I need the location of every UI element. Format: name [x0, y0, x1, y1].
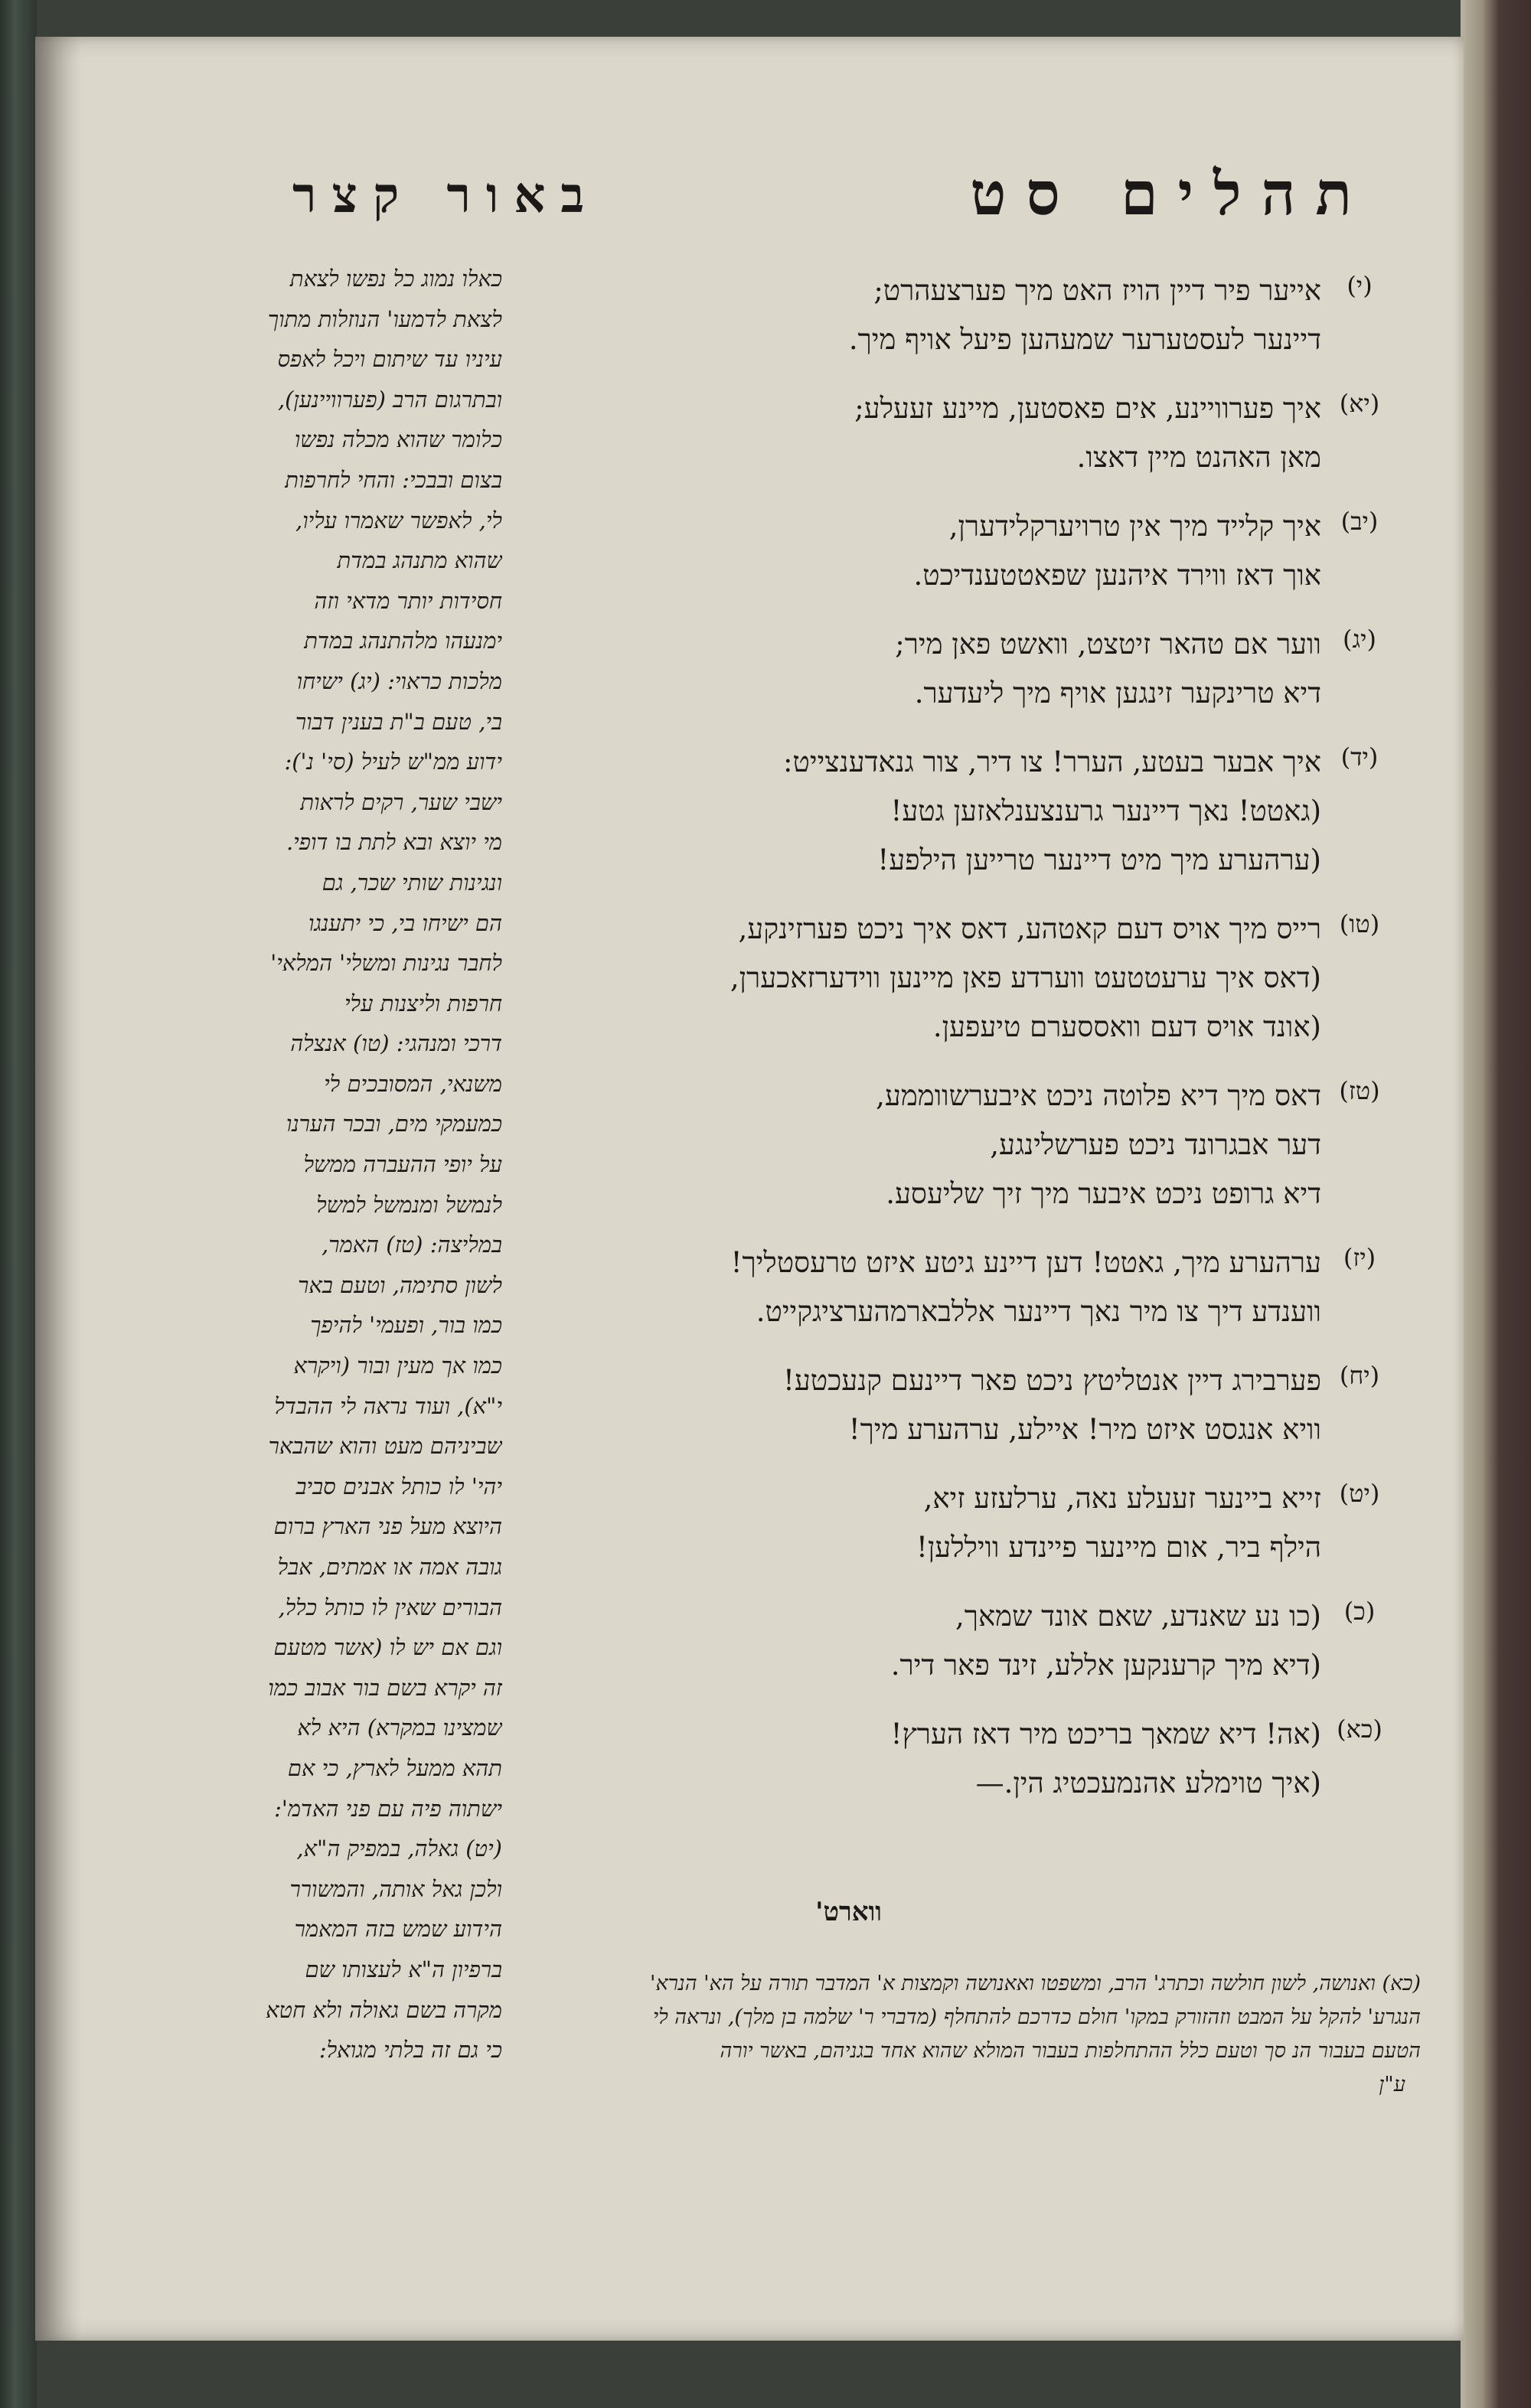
commentary-line: הידוע שמש בזה המאמר: [294, 1916, 502, 1943]
commentary-line: בי, טעם ב"ת בענין דבור: [295, 708, 502, 735]
commentary-line: כאלו נמוג כל נפשו לצאת: [289, 266, 502, 292]
commentary-title: באור קצר: [292, 167, 600, 224]
verse-line: וויא אנגסט איזט מיר! איילע, ערהערע מיך!: [848, 1413, 1321, 1446]
verse: [560, 1710, 1387, 1808]
commentary-line: (יט) גאלה, במפיק ה"א,: [296, 1835, 502, 1862]
verse-number: (יז): [1343, 1243, 1376, 1272]
commentary-line: ישבי שער, רקים לראות: [300, 788, 502, 815]
verse: [560, 266, 1387, 364]
commentary-line: כמו בור, ופעמי' להיפך: [310, 1312, 502, 1339]
verse: [560, 384, 1387, 482]
verse: [560, 905, 1387, 1052]
verse: [560, 1072, 1387, 1219]
commentary-line: מקרה בשם גאולה ולא חטא: [266, 1996, 502, 2023]
verse: [560, 1238, 1387, 1336]
commentary-line: דרכי ומנהגי: (טו) אנצלה: [290, 1030, 502, 1057]
commentary-column: [135, 259, 502, 2070]
verse-line: דיינער לעסטערער שמעהען פיעל אויף מיך.: [848, 323, 1321, 356]
verse-line: דאס מיך דיא פלוטה ניכט איבערשווממע,: [876, 1079, 1321, 1112]
verse-line: (כו נע שאנדע, שאם אונד שמאך,: [955, 1600, 1321, 1633]
verse-line: ווער אם טהאר זיטצט, וואשט פאן מיר;: [895, 628, 1321, 661]
commentary-line: וגם אם יש לו (אשר מטעם: [273, 1634, 502, 1661]
verse-number: (י): [1347, 271, 1373, 300]
commentary-line: הבורים שאין לו כותל כלל,: [278, 1594, 502, 1620]
verse-line: איך אבער בעטע, הערר! צו דיר, צור גנאדענצייט:: [783, 746, 1321, 778]
verse-number: (יב): [1340, 507, 1379, 536]
commentary-line: ולכן גאל אותה, והמשורר: [289, 1875, 502, 1902]
commentary-line: משנאי, המסובכים לי: [324, 1070, 502, 1097]
commentary-line: על יופי ההעברה ממשל: [303, 1151, 502, 1178]
verse-column: [560, 266, 1387, 1828]
commentary-line: תהא ממעל לארץ, כי אם: [287, 1754, 502, 1781]
footnote-line: ע"ן: [1379, 2073, 1405, 2096]
verse-number: (כא): [1337, 1715, 1382, 1744]
page-title: תהלים סט: [970, 159, 1372, 229]
verse-line: (אה! דיא שמאך בריכט מיר דאז הערץ!: [890, 1718, 1321, 1751]
commentary-line: זה יקרא בשם בור אבוב כמו: [268, 1674, 502, 1701]
verse-line: דיא גרופט ניכט איבער מיך זיך שליעסע.: [886, 1177, 1321, 1210]
catchword: ווארט': [815, 1897, 882, 1927]
commentary-line: ידוע ממ"ש לעיל (סי' נ'):: [284, 749, 502, 775]
book-page: [35, 37, 1464, 2341]
verse-number: (יח): [1339, 1361, 1380, 1390]
commentary-line: גובה אמה או אמתים, אבל: [277, 1554, 502, 1580]
footnote-line: הטעם בעבור הנ סך וטעם כלל ההתחלפות בעבור המולא שהוא אחד בגניהם, באשר יורה: [720, 2039, 1421, 2063]
commentary-line: לנמשל ומנמשל למשל: [316, 1191, 502, 1218]
verse: [560, 502, 1387, 600]
commentary-line: לי, לאפשר שאמרו עליו,: [295, 507, 502, 533]
commentary-line: ימנעהו מלהתנהג במדת: [304, 628, 502, 654]
verse-line: אייער פיר דיין הויז האט מיך פערצעהרט;: [873, 274, 1321, 307]
verse: [560, 1356, 1387, 1454]
commentary-line: שהוא מתנהג במדת: [337, 547, 502, 574]
commentary-line: בצום ובבכי: והחי לחרפות: [285, 466, 502, 493]
commentary-line: ונגינות שותי שכר, גם: [322, 869, 502, 896]
commentary-line: שמצינו במקרא) היא לא: [297, 1715, 502, 1741]
verse-line: איך פערוויינע, אים פאסטען, מיינע זעעלע;: [854, 392, 1321, 425]
verse-line: (ערהערע מיך מיט דיינער טרייען הילפע!: [877, 843, 1321, 876]
commentary-line: לשון סתימה, וטעם באר: [298, 1271, 502, 1298]
footnote: [127, 1967, 1421, 2102]
verse-line: (דיא מיך קרענקען אללע, זינד פאר דיר.: [890, 1649, 1321, 1682]
verse-number: (יג): [1343, 625, 1376, 654]
commentary-line: שביניהם מעט והוא שהבאר: [268, 1433, 502, 1460]
verse-line: (אונד אויס דעם וואססערם טיעפען.: [932, 1010, 1321, 1043]
verse: [560, 1474, 1387, 1572]
verse-line: דיא טרינקער זינגען אויף מיך ליעדער.: [914, 677, 1321, 710]
verse-line: זייא ביינער זעעלע נאה, ערלעזע זיא,: [923, 1482, 1321, 1515]
footnote-line: (כא) ואנושה, לשון חולשה וכתרג' הרב, ומשפטו ואאנושה וקמצות א' המדבר תורה על הא' הנרא': [650, 1972, 1421, 1995]
verse: [560, 738, 1387, 885]
commentary-line: לצאת לדמעו' הנוזלות מתוך: [267, 305, 502, 332]
page-edges: [1461, 0, 1531, 2408]
verse-number: (יד): [1340, 742, 1379, 772]
verse-line: ערהערע מיך, גאטט! דען דיינע גיטע איזט טרעסטליך!: [730, 1246, 1321, 1279]
commentary-line: מי יוצא ובא לתת בו דופי.: [286, 829, 502, 856]
verse-number: (טו): [1339, 909, 1380, 938]
commentary-line: ובתרגום הרב (פערוויינען),: [277, 386, 502, 413]
commentary-line: ברפיון ה"א לעצותו שם: [305, 1956, 502, 1982]
verse-line: אוך דאז ווירד איהנען שפאטטענדיכט.: [913, 559, 1321, 592]
commentary-line: ישתוה פיה עם פני האדמ':: [274, 1795, 502, 1822]
commentary-line: היוצא מעל פני הארץ ברום: [273, 1513, 502, 1540]
verse-line: פערבירג דיין אנטליטץ ניכט פאר דיינעם קנעכטע!: [782, 1364, 1321, 1397]
verse-number: (יא): [1339, 389, 1380, 418]
verse-line: הילף ביר, אום מיינער פיינדע וויללען!: [916, 1531, 1321, 1564]
commentary-line: כמו אך מעין ובור (ויקרא: [293, 1352, 502, 1379]
verse-number: (טז): [1339, 1076, 1380, 1105]
footnote-line: הנגרע' להקל על המבט וזהזורק במקו' חולם כדרכם להתחלף (מדברי ר' שלמה בן מלך), ונראה לי: [653, 2005, 1421, 2029]
commentary-line: כמעמקי מים, ובכר הערנו: [286, 1111, 502, 1137]
commentary-line: לחבר נגינות ומשלי' המלאי': [270, 950, 502, 977]
commentary-line: יהי' לו כותל אבנים סביב: [295, 1473, 502, 1499]
commentary-line: חסידות יותר מדאי וזה: [314, 587, 502, 614]
commentary-line: י"א), ועוד נראה לי ההבדל: [274, 1392, 502, 1419]
verse-line: (דאס איך ערעטטעט ווערדע פאן מיינען ווידערזאכערן,: [730, 961, 1321, 994]
commentary-line: עיניו עד שיתום ויכל לאפס: [277, 346, 502, 373]
book-spine: [0, 0, 37, 2408]
commentary-line: במליצה: (טז) האמר,: [321, 1232, 502, 1258]
commentary-line: חרפות וליצנות עלי: [344, 990, 502, 1016]
commentary-line: מלכות כראוי: (יג) ישיחו: [296, 667, 502, 694]
verse-line: (איך טוימלע אהנמעכטיג הין.—: [975, 1767, 1321, 1799]
commentary-line: כי גם זה בלתי מגואל:: [318, 2037, 502, 2064]
commentary-line: כלומר שהוא מכלה נפשו: [294, 426, 502, 453]
commentary-line: הם ישיחו בי, כי יתענגו: [308, 909, 502, 936]
verse-number: (יט): [1339, 1479, 1380, 1508]
verse: [560, 620, 1387, 718]
verse-line: רייס מיך אויס דעם קאטהע, דאס איך ניכט פערזינקע,: [738, 912, 1321, 945]
verse-number: (כ): [1343, 1597, 1376, 1626]
verse-line: דער אבגרונד ניכט פערשלינגע,: [990, 1128, 1321, 1161]
verse-line: ווענדע דיך צו מיר נאך דיינער אללבארמהערציגקייט.: [756, 1295, 1321, 1328]
verse-line: (גאטט! נאך דיינער גרענצענלאזען גטע!: [890, 795, 1321, 827]
verse-line: מאן האהנט מיין דאצו.: [1076, 441, 1321, 474]
verse-line: איך קלייד מיך אין טרויערקלידערן,: [948, 510, 1321, 543]
verse: [560, 1592, 1387, 1690]
